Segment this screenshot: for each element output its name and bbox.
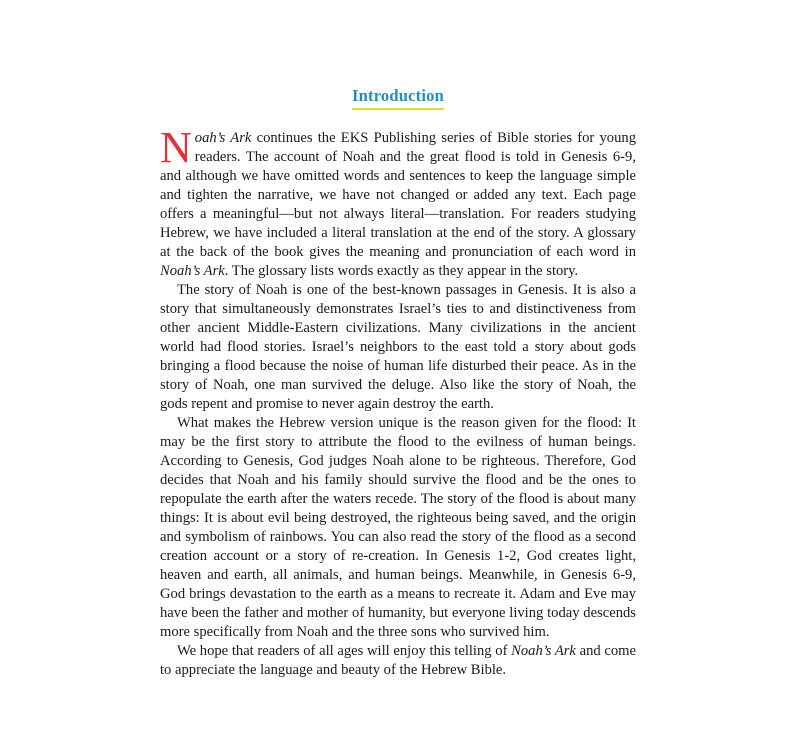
paragraph-4 — [160, 642, 636, 680]
drop-cap: N — [160, 123, 192, 172]
paragraph-1-text-b: . The glossary lists words exactly as they appear in the story. — [224, 263, 579, 279]
paragraph-3: What makes the Hebrew version unique is the reason given for the flood: It may be the first story to attribute the flood to the evilness of human beings. According to Genesis, God judges Noah alone to be righteous. Therefore, God decides that Noah and his family should survive the flood and be the ones to repopulate the earth after the waters recede. The story of the flood is about many things: It is about evil being destroyed, the righteous being saved, and the origin and symbolism of rainbows. You can also read the story of the flood as a second creation account or a story of re-creation. In Genesis 1-2, God creates light, heaven and earth, all animals, and human beings. Meanwhile, in Genesis 6-9, God brings devastation to the earth as a means to recreate it. Adam and Eve may have been the father and mother of humanity, but everyone living today descends more specifically from Noah and the three sons who survived him. — [160, 415, 636, 640]
paragraph-1-text-a: continues the EKS Publishing series of Bible stories for young readers. The account of Noah and the great flood is told in Genesis 6-9, and although we have omitted words and sentences to keep the language simple and tighten the narrative, we have not changed or added any text. Each page offers a meaningful—but not always literal—translation. For readers studying Hebrew, we have included a literal translation at the end of the story. A glossary at the back of the book gives the meaning and pronunciation of each word in — [160, 130, 636, 260]
paragraph-1 — [160, 123, 636, 281]
paragraph-4-text-b: and come to appreciate the language and beauty of the Hebrew Bible. — [160, 643, 636, 678]
paragraph-2: The story of Noah is one of the best-known passages in Genesis. It is also a story that simultaneously demonstrates Israel’s ties to and distinctiveness from other ancient Middle-Eastern civilizations. Many civilizations in the ancient world had flood stories. Israel’s neighbors to the east told a story about gods bringing a flood because the noise of human life disturbed their peace. As in the story of Noah, one man survived the deluge. Also like the story of Noah, the gods repent and promise to never again destroy the earth. — [160, 282, 636, 412]
book-title-italic: Noah’s Ark — [511, 643, 576, 659]
page-title: Introduction — [352, 86, 444, 110]
book-title-italic: Noah’s Ark — [160, 263, 225, 279]
book-title-italic: oah’s Ark — [194, 130, 252, 146]
paragraph-4-text-a: We hope that readers of all ages will enjoy this telling of — [177, 643, 512, 659]
heading-wrap — [160, 86, 636, 110]
document-page — [160, 86, 636, 680]
